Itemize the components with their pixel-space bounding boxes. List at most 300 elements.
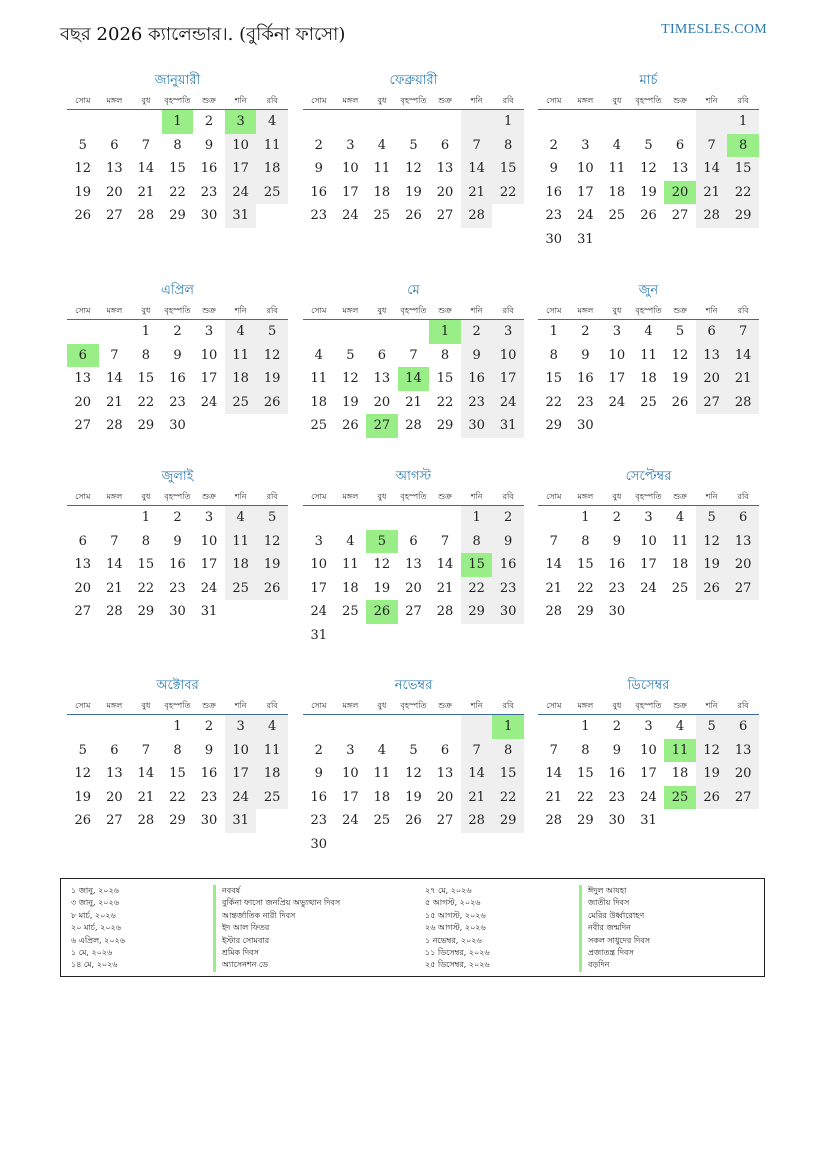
- day-cell: 11: [671, 533, 689, 549]
- day-cell: 11: [256, 134, 288, 158]
- weekday-label: বৃহস্পতি: [164, 700, 191, 710]
- week-row: [67, 204, 288, 228]
- week-row: [538, 110, 759, 134]
- day-cell: 27: [74, 604, 92, 619]
- legend-left-dates: [71, 885, 125, 972]
- day-cell: 20: [727, 762, 759, 786]
- week-row: [303, 600, 524, 624]
- week-row: [538, 715, 759, 739]
- day-cell: 4: [612, 137, 622, 153]
- holiday-date: ১ জানু, ২০২৬: [71, 886, 119, 895]
- day-cell: 2: [173, 510, 182, 525]
- day-cell: 24: [492, 391, 524, 415]
- weekday-label: শনি: [234, 491, 247, 501]
- empty-cell: [303, 506, 335, 530]
- day-cell: 16: [545, 184, 563, 200]
- week-row: [303, 320, 524, 344]
- holiday-date: ১১ ডিসেম্বর, ২০২৬: [425, 948, 490, 958]
- month-block: [303, 72, 524, 228]
- page-title: বছর 2026 ক্যালেন্ডার।. (বুর্কিনা ফাসো): [60, 24, 346, 45]
- day-cell: 2: [612, 510, 622, 525]
- day-cell: 6: [78, 533, 87, 549]
- day-cell: 26: [256, 391, 288, 415]
- day-cell: 31: [640, 813, 657, 828]
- day-cell: 11: [373, 766, 391, 781]
- day-cell: 20: [436, 789, 454, 805]
- day-cell: 21: [106, 580, 123, 596]
- weekday-label: শুক্র: [673, 305, 687, 315]
- day-cell: 12: [696, 530, 728, 554]
- weekday-label: শনি: [705, 95, 718, 105]
- holiday-name: জাতীয় দিবস: [579, 897, 650, 909]
- day-cell: 1: [492, 715, 524, 739]
- month-block: [303, 677, 524, 856]
- empty-cell: [696, 228, 728, 252]
- month-block: [538, 677, 759, 833]
- weekday-label: রবি: [502, 491, 514, 501]
- day-cell: 13: [373, 371, 391, 386]
- empty-cell: [727, 414, 759, 438]
- day-cell: 18: [310, 394, 328, 410]
- legend-right-names: [579, 885, 650, 972]
- empty-cell: [366, 833, 398, 857]
- weekday-label: মঙ্গল: [106, 700, 123, 710]
- weekday-label: শনি: [470, 305, 483, 315]
- day-cell: 11: [225, 344, 257, 368]
- day-cell: 1: [162, 110, 194, 134]
- day-cell: 18: [256, 762, 288, 786]
- day-cell: 25: [256, 786, 288, 810]
- weekday-label: বুধ: [377, 305, 387, 315]
- day-cell: 25: [342, 604, 359, 619]
- day-cell: 2: [612, 719, 622, 734]
- holiday-date: ১৫ আগস্ট, ২০২৬: [425, 910, 486, 920]
- day-cell: 26: [671, 394, 689, 410]
- day-cell: 15: [169, 161, 186, 176]
- day-cell: 9: [612, 742, 622, 758]
- weekday-label: শুক্র: [673, 700, 687, 710]
- day-cell: 26: [640, 208, 657, 223]
- weekday-label: শনি: [705, 305, 718, 315]
- weekday-label: বৃহস্পতি: [400, 491, 427, 501]
- day-cell: 5: [78, 742, 87, 758]
- day-cell: 5: [696, 506, 728, 530]
- day-cell: 14: [106, 371, 123, 386]
- day-cell: 6: [440, 742, 450, 758]
- weekday-label: বুধ: [612, 491, 622, 501]
- day-cell: 30: [169, 604, 186, 619]
- day-cell: 21: [405, 394, 422, 410]
- day-cell: 15: [727, 157, 759, 181]
- empty-cell: [99, 715, 131, 739]
- empty-cell: [664, 809, 696, 833]
- month-title: ডিসেম্বর: [627, 678, 670, 693]
- week-row: [538, 204, 759, 228]
- weekday-label: বুধ: [377, 700, 387, 710]
- day-cell: 6: [440, 137, 450, 153]
- day-cell: 28: [405, 418, 422, 433]
- empty-cell: [429, 506, 461, 530]
- weekday-label: মঙ্গল: [342, 491, 359, 501]
- day-cell: 22: [577, 580, 594, 596]
- day-cell: 5: [644, 137, 653, 153]
- weekday-label: শনি: [705, 700, 718, 710]
- day-cell: 10: [577, 161, 594, 176]
- day-cell: 20: [664, 181, 696, 205]
- day-cell: 30: [200, 208, 218, 223]
- empty-cell: [335, 506, 367, 530]
- day-cell: 17: [608, 371, 626, 386]
- day-cell: 10: [225, 739, 257, 763]
- weekday-label: সোম: [311, 305, 327, 315]
- day-cell: 13: [727, 739, 759, 763]
- weekday-label: মঙ্গল: [342, 700, 359, 710]
- day-cell: 10: [640, 742, 657, 758]
- site-link[interactable]: TIMESLES.COM: [661, 22, 767, 37]
- weekday-label: বুধ: [612, 700, 622, 710]
- empty-cell: [633, 110, 665, 134]
- day-cell: 5: [675, 324, 685, 339]
- day-cell: 2: [581, 324, 590, 339]
- day-cell: 23: [200, 789, 218, 805]
- day-cell: 25: [373, 208, 391, 223]
- day-cell: 21: [106, 394, 123, 410]
- day-cell: 22: [169, 789, 186, 805]
- day-cell: 13: [696, 344, 728, 368]
- empty-cell: [727, 228, 759, 252]
- empty-cell: [366, 624, 398, 648]
- day-cell: 6: [696, 320, 728, 344]
- day-cell: 16: [608, 766, 626, 781]
- day-cell: 14: [696, 157, 728, 181]
- day-cell: 8: [492, 134, 524, 158]
- week-row: [303, 157, 524, 181]
- weekday-label: রবি: [266, 305, 278, 315]
- day-cell: 12: [640, 161, 657, 176]
- empty-cell: [335, 320, 367, 344]
- day-cell: 8: [549, 347, 558, 363]
- day-cell: 28: [106, 604, 123, 619]
- day-cell: 13: [74, 557, 92, 572]
- day-cell: 14: [436, 557, 454, 572]
- day-cell: 20: [106, 184, 123, 200]
- day-cell: 8: [141, 533, 151, 549]
- day-cell: 3: [225, 110, 257, 134]
- week-row: [303, 204, 524, 228]
- empty-cell: [335, 715, 367, 739]
- day-cell: 12: [256, 344, 288, 368]
- day-cell: 27: [106, 208, 123, 223]
- day-cell: 30: [577, 418, 594, 433]
- day-cell: 27: [671, 208, 689, 223]
- week-row: [538, 786, 759, 810]
- day-cell: 25: [640, 394, 657, 410]
- holiday-name: ইদ আল ফিতর: [213, 922, 340, 934]
- empty-cell: [601, 414, 633, 438]
- week-row: [303, 134, 524, 158]
- holiday-name: ইস্টার সোমবার: [213, 935, 340, 947]
- day-cell: 23: [200, 184, 218, 200]
- day-cell: 29: [436, 418, 454, 433]
- day-cell: 2: [204, 719, 214, 734]
- month-title: নভেম্বর: [394, 678, 433, 693]
- day-cell: 18: [671, 557, 689, 572]
- day-cell: 24: [342, 813, 359, 828]
- empty-cell: [256, 809, 288, 833]
- weekday-label: বুধ: [612, 305, 622, 315]
- day-cell: 26: [696, 786, 728, 810]
- day-cell: 29: [169, 208, 186, 223]
- month-block: [538, 282, 759, 438]
- day-cell: 17: [640, 766, 657, 781]
- week-row: [67, 320, 288, 344]
- day-cell: 28: [106, 418, 123, 433]
- day-cell: 7: [440, 533, 450, 549]
- weekday-label: সোম: [311, 95, 327, 105]
- month-block: [67, 72, 288, 228]
- weekday-header: [67, 698, 288, 715]
- weekday-label: বৃহস্পতি: [635, 491, 662, 501]
- day-cell: 9: [461, 344, 493, 368]
- day-cell: 7: [549, 533, 558, 549]
- month-title: ফেব্রুয়ারী: [389, 73, 438, 88]
- weekday-label: মঙ্গল: [106, 95, 123, 105]
- week-row: [67, 553, 288, 577]
- day-cell: 27: [727, 577, 759, 601]
- holiday-date: ২৫ ডিসেম্বর, ২০২৬: [425, 960, 490, 970]
- month-block: [67, 282, 288, 438]
- day-cell: 17: [200, 557, 218, 572]
- week-row: [303, 739, 524, 763]
- weekday-label: বৃহস্পতি: [400, 700, 427, 710]
- day-cell: 7: [110, 533, 119, 549]
- day-cell: 22: [137, 580, 155, 596]
- day-cell: 11: [608, 161, 626, 176]
- weekday-label: শনি: [470, 700, 483, 710]
- weekday-label: বুধ: [612, 95, 622, 105]
- holiday-date: ১৪ মে, ২০২৬: [71, 960, 118, 970]
- day-cell: 11: [342, 557, 359, 572]
- empty-cell: [492, 204, 524, 228]
- empty-cell: [696, 110, 728, 134]
- day-cell: 15: [137, 557, 155, 572]
- week-row: [303, 530, 524, 554]
- week-row: [303, 110, 524, 134]
- empty-cell: [429, 110, 461, 134]
- day-cell: 19: [696, 762, 728, 786]
- day-cell: 5: [366, 530, 398, 554]
- holiday-name: মেরির উর্ধ্বারোহণ: [579, 910, 650, 922]
- day-cell: 19: [671, 371, 689, 386]
- day-cell: 8: [461, 530, 493, 554]
- day-cell: 21: [545, 789, 563, 805]
- day-cell: 1: [173, 719, 182, 734]
- empty-cell: [429, 624, 461, 648]
- weekday-label: বৃহস্পতি: [164, 305, 191, 315]
- day-cell: 21: [545, 580, 563, 596]
- day-cell: 12: [671, 347, 689, 363]
- day-cell: 2: [314, 137, 323, 153]
- weekday-label: বুধ: [141, 305, 151, 315]
- empty-cell: [335, 833, 367, 857]
- week-row: [538, 530, 759, 554]
- empty-cell: [461, 833, 493, 857]
- day-cell: 2: [204, 114, 214, 129]
- empty-cell: [696, 600, 728, 624]
- week-row: [67, 600, 288, 624]
- day-cell: 4: [225, 506, 257, 530]
- empty-cell: [335, 110, 367, 134]
- day-cell: 18: [608, 184, 626, 200]
- day-cell: 16: [492, 553, 524, 577]
- week-row: [303, 786, 524, 810]
- month-block: [303, 468, 524, 647]
- week-row: [67, 530, 288, 554]
- day-cell: 30: [461, 414, 493, 438]
- day-cell: 14: [106, 557, 123, 572]
- day-cell: 20: [106, 789, 123, 805]
- empty-cell: [366, 320, 398, 344]
- day-cell: 16: [608, 557, 626, 572]
- day-cell: 14: [137, 161, 155, 176]
- day-cell: 22: [461, 577, 493, 601]
- day-cell: 17: [492, 367, 524, 391]
- week-row: [67, 739, 288, 763]
- weekday-label: রবি: [266, 491, 278, 501]
- empty-cell: [225, 414, 257, 438]
- empty-cell: [664, 110, 696, 134]
- month-block: [67, 677, 288, 833]
- day-cell: 2: [173, 324, 182, 339]
- day-cell: 2: [461, 320, 493, 344]
- day-cell: 6: [377, 347, 387, 363]
- weekday-label: রবি: [502, 305, 514, 315]
- day-cell: 29: [137, 604, 155, 619]
- week-row: [538, 181, 759, 205]
- day-cell: 16: [461, 367, 493, 391]
- day-cell: 2: [314, 742, 323, 758]
- day-cell: 12: [696, 739, 728, 763]
- day-cell: 6: [409, 533, 418, 549]
- week-row: [67, 181, 288, 205]
- month-title: আগস্ট: [395, 469, 432, 484]
- weekday-label: বৃহস্পতি: [400, 95, 427, 105]
- week-row: [67, 762, 288, 786]
- day-cell: 19: [405, 184, 422, 200]
- day-cell: 18: [373, 789, 391, 805]
- empty-cell: [664, 600, 696, 624]
- week-row: [538, 553, 759, 577]
- day-cell: 10: [342, 766, 359, 781]
- day-cell: 29: [577, 813, 594, 828]
- day-cell: 29: [577, 604, 594, 619]
- day-cell: 29: [169, 813, 186, 828]
- day-cell: 23: [169, 394, 186, 410]
- week-row: [538, 414, 759, 438]
- empty-cell: [303, 110, 335, 134]
- weekday-label: সোম: [75, 700, 91, 710]
- weekday-label: শনি: [234, 305, 247, 315]
- day-cell: 21: [461, 181, 493, 205]
- day-cell: 25: [225, 577, 257, 601]
- day-cell: 13: [436, 766, 454, 781]
- day-cell: 9: [204, 742, 214, 758]
- month-title: জানুয়ারী: [154, 73, 201, 88]
- weekday-label: শনি: [234, 95, 247, 105]
- day-cell: 12: [256, 530, 288, 554]
- week-row: [538, 762, 759, 786]
- week-row: [538, 739, 759, 763]
- day-cell: 18: [225, 553, 257, 577]
- day-cell: 11: [664, 739, 696, 763]
- weekday-header: [67, 303, 288, 320]
- day-cell: 12: [405, 161, 422, 176]
- day-cell: 3: [225, 715, 257, 739]
- day-cell: 7: [141, 742, 151, 758]
- holiday-date: ২৬ আগস্ট, ২০২৬: [425, 923, 486, 933]
- day-cell: 9: [612, 533, 622, 549]
- week-row: [67, 110, 288, 134]
- day-cell: 6: [727, 506, 759, 530]
- day-cell: 19: [256, 367, 288, 391]
- day-cell: 25: [671, 580, 689, 596]
- week-row: [303, 506, 524, 530]
- empty-cell: [429, 715, 461, 739]
- weekday-label: মঙ্গল: [342, 305, 359, 315]
- holiday-date: ১ নভেম্বর, ২০২৬: [425, 935, 482, 945]
- week-row: [303, 809, 524, 833]
- day-cell: 13: [405, 557, 422, 572]
- day-cell: 31: [492, 414, 524, 438]
- day-cell: 8: [173, 742, 182, 758]
- day-cell: 22: [545, 394, 563, 410]
- weekday-label: সোম: [546, 305, 562, 315]
- day-cell: 26: [366, 600, 398, 624]
- day-cell: 17: [200, 371, 218, 386]
- day-cell: 3: [492, 320, 524, 344]
- week-row: [303, 414, 524, 438]
- day-cell: 22: [436, 394, 454, 410]
- week-row: [538, 228, 759, 252]
- day-cell: 23: [577, 394, 594, 410]
- day-cell: 16: [310, 184, 328, 200]
- day-cell: 1: [581, 719, 590, 734]
- day-cell: 19: [405, 789, 422, 805]
- day-cell: 20: [436, 184, 454, 200]
- day-cell: 13: [671, 161, 689, 176]
- day-cell: 24: [640, 789, 657, 805]
- empty-cell: [398, 320, 430, 344]
- weekday-label: সোম: [311, 491, 327, 501]
- day-cell: 7: [461, 134, 493, 158]
- day-cell: 25: [256, 181, 288, 205]
- day-cell: 19: [74, 789, 92, 805]
- day-cell: 22: [492, 786, 524, 810]
- day-cell: 10: [640, 533, 657, 549]
- day-cell: 18: [373, 184, 391, 200]
- empty-cell: [727, 600, 759, 624]
- day-cell: 17: [640, 557, 657, 572]
- day-cell: 30: [169, 418, 186, 433]
- day-cell: 2: [549, 137, 558, 153]
- day-cell: 19: [74, 184, 92, 200]
- empty-cell: [601, 110, 633, 134]
- week-row: [538, 391, 759, 415]
- day-cell: 30: [310, 836, 328, 852]
- day-cell: 8: [173, 137, 182, 153]
- week-row: [303, 367, 524, 391]
- day-cell: 7: [727, 320, 759, 344]
